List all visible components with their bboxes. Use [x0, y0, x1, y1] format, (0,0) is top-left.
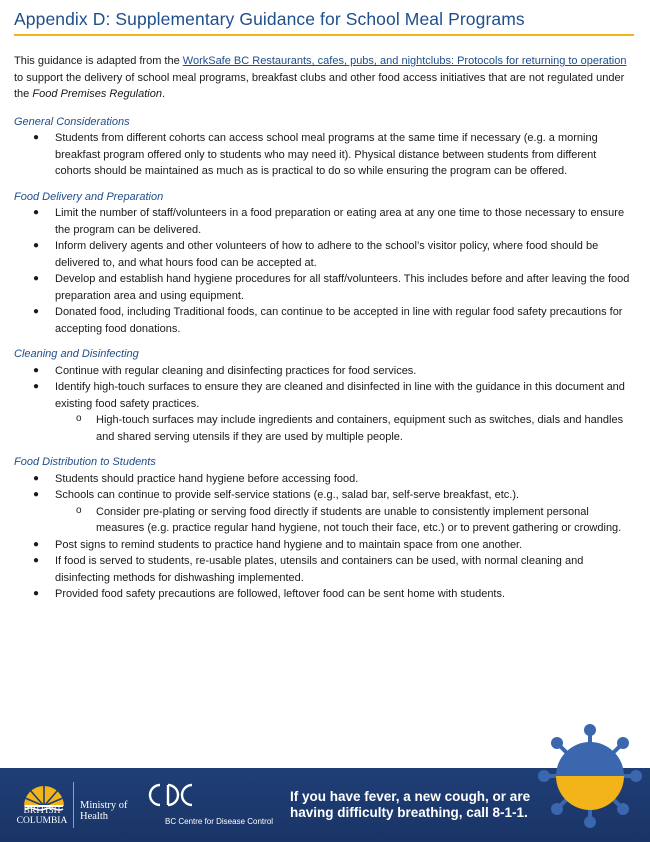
- bullet-item-text: Schools can continue to provide self-service stations (e.g., salad bar, self-serve breakfast, etc.).: [55, 489, 520, 501]
- bullet-list-general: [14, 130, 630, 180]
- bc-wordmark: [8, 806, 76, 826]
- logo-divider: [73, 782, 74, 828]
- page-title: Appendix D: Supplementary Guidance for School Meal Programs: [14, 9, 525, 29]
- bullet-item: ● Inform delivery agents and other volunteers of how to adhere to the school’s visitor policy, where food should be delivered to, and what hours food can be accepted at.: [14, 238, 630, 271]
- fever-line-2: having difficulty breathing, call 8-1-1.: [290, 805, 528, 820]
- intro-after-link: to support the delivery of school meal programs, breakfast clubs and other food access initiatives that are not regulated under the: [14, 71, 625, 100]
- sub-bullet-item: o Consider pre-plating or serving food directly if students are unable to consistently implement personal measures (e.g. practice regular hand hygiene, not touch their face, etc.) or to prevent gathering or crowding.: [55, 504, 630, 537]
- bccdc-logo: [146, 780, 196, 810]
- section-heading-distribution: Food Distribution to Students: [14, 456, 156, 468]
- section-heading-general: General Considerations: [14, 115, 130, 128]
- bullet-list-food-delivery: [14, 205, 630, 337]
- ministry-line-1: Ministry of: [80, 800, 128, 811]
- bullet-item: ● Provided food safety precautions are followed, leftover food can be sent home with students.: [14, 586, 630, 603]
- bullet-item: ● Students should practice hand hygiene before accessing food.: [14, 471, 630, 488]
- worksafe-link[interactable]: WorkSafe BC Restaurants, cafes, pubs, and nightclubs: Protocols for returning to operation: [182, 55, 627, 67]
- bullet-item: ● If food is served to students, re-usable plates, utensils and containers can be used, with normal cleaning and disinfecting methods for dishwashing implemented.: [14, 553, 630, 586]
- bullet-item: ● Limit the number of staff/volunteers in a food preparation or eating area at any one time to those necessary to ensure the program can be delivered.: [14, 205, 630, 238]
- sub-bullet-item: o High-touch surfaces may include ingredients and containers, equipment such as switches, dials and handles and shared serving utensils if they are used by multiple people.: [55, 412, 630, 445]
- section-heading-food-delivery: Food Delivery and Preparation: [14, 190, 164, 203]
- ministry-label: [80, 800, 150, 822]
- fever-line-1: If you have fever, a new cough, or are: [290, 789, 531, 804]
- bullet-item: ● Post signs to remind students to practice hand hygiene and to maintain space from one another.: [14, 537, 630, 554]
- ministry-line-2: Health: [80, 811, 108, 822]
- intro-paragraph: [14, 53, 630, 103]
- bc-line-1: BRITISH: [23, 806, 61, 816]
- title-underline: [14, 34, 634, 36]
- bullet-item: ● Develop and establish hand hygiene procedures for all staff/volunteers. This includes before and after leaving the food preparation area and using equipment.: [14, 271, 630, 304]
- bullet-item: ● Students from different cohorts can access school meal programs at the same time if necessary (e.g. a morning breakfast program offered only to students who may need it). Physical distance between students from different cohorts should be maintained as much as is practical to do so while ensuring the program can be offered.: [14, 130, 630, 180]
- bullet-list-distribution: [14, 471, 630, 603]
- bullet-item: ● Donated food, including Traditional foods, can continue to be accepted in line with regular food safety precautions for accepting food donations.: [14, 304, 630, 337]
- sub-bullet-list: [55, 412, 630, 445]
- intro-before-link: This guidance is adapted from the: [14, 55, 183, 67]
- sub-bullet-list: [55, 504, 630, 537]
- bc-line-2: COLUMBIA: [16, 816, 68, 826]
- bullet-item-text: Identify high-touch surfaces to ensure they are cleaned and disinfected in line with the guidance in this document and existing food safety practices.: [55, 381, 625, 410]
- bullet-item: ● Continue with regular cleaning and disinfecting practices for food services.: [14, 363, 630, 380]
- regulation-name: Food Premises Regulation: [32, 88, 162, 100]
- bullet-item: [14, 379, 630, 445]
- bullet-list-cleaning: [14, 363, 630, 446]
- bccdc-name: BC Centre for Disease Control: [165, 817, 274, 826]
- virus-icon: [538, 724, 642, 828]
- bullet-item: [14, 487, 630, 537]
- document-body: [14, 53, 630, 603]
- section-heading-cleaning: Cleaning and Disinfecting: [14, 348, 139, 360]
- intro-end: .: [161, 88, 166, 100]
- fever-callout: [290, 789, 550, 821]
